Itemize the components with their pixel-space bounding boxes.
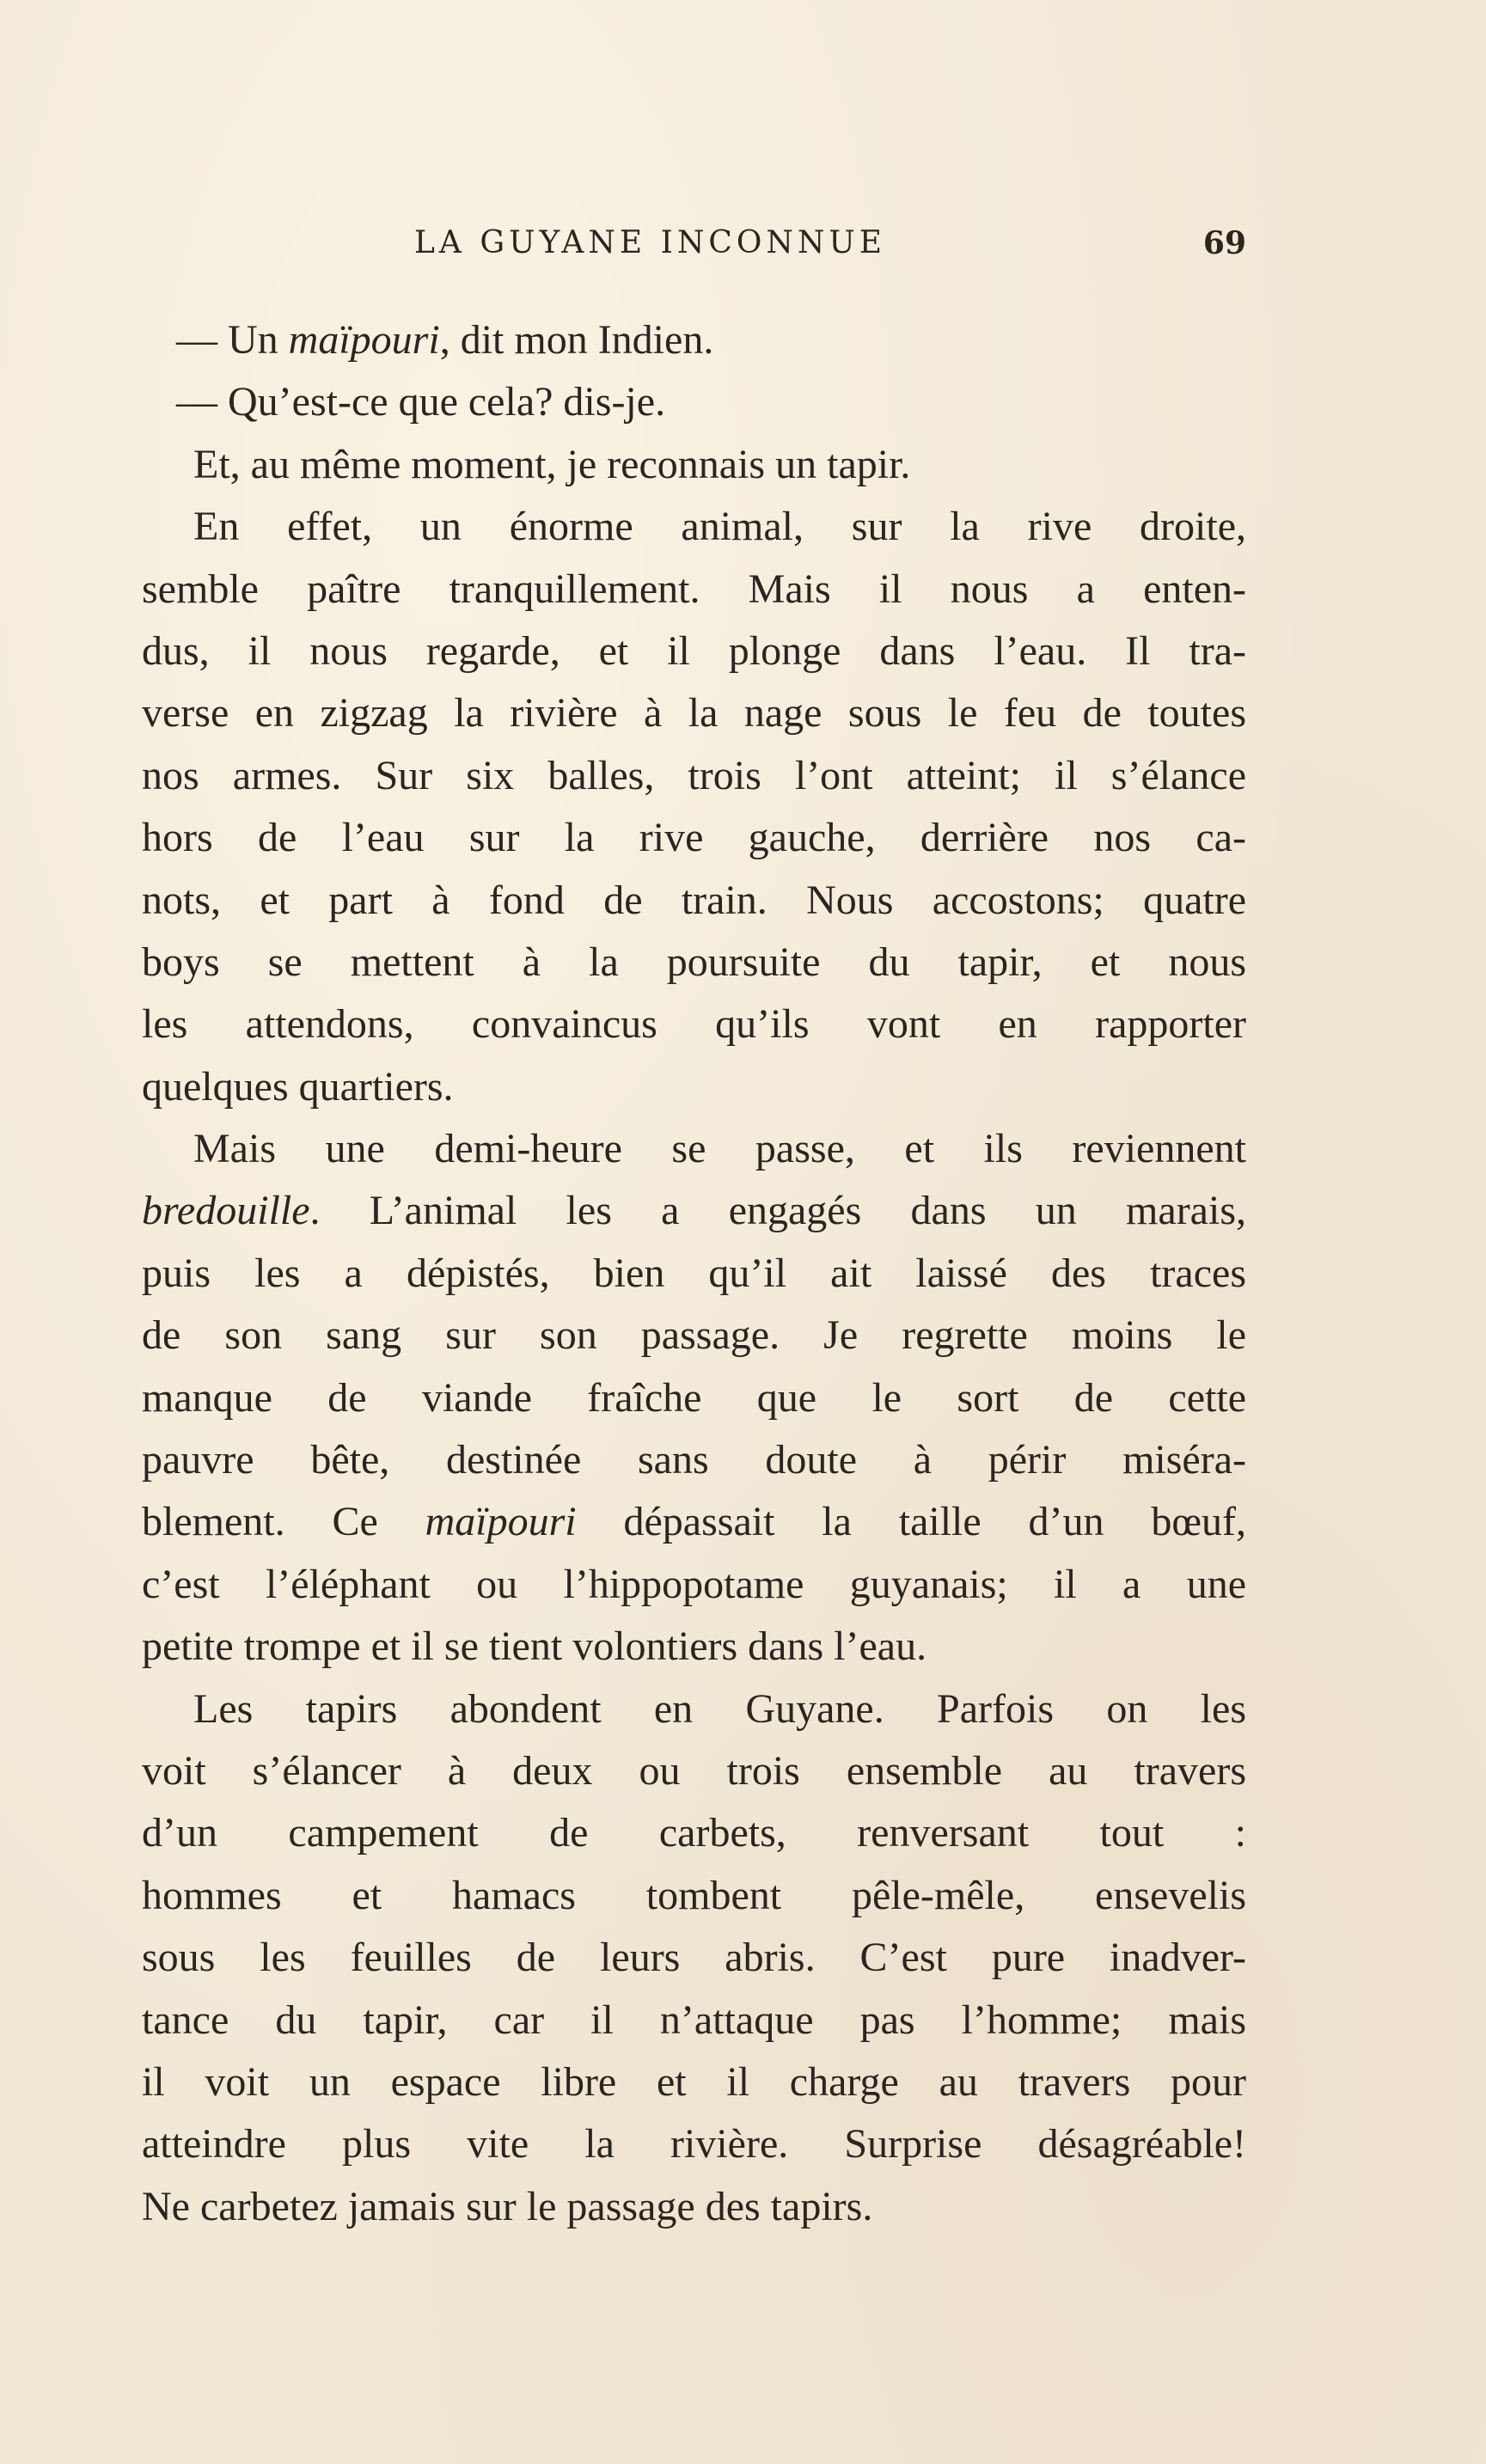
paragraph bbox=[142, 496, 1246, 1118]
text-line bbox=[142, 496, 1246, 558]
text-segment: quelques quartiers. bbox=[142, 1063, 454, 1110]
paragraph bbox=[142, 1118, 1246, 1678]
text-segment: — Un bbox=[176, 317, 289, 363]
text-segment: En effet, un énorme animal, sur la rive droite, bbox=[193, 504, 1246, 550]
text-line bbox=[142, 1243, 1246, 1305]
text-segment: manque de viande fraîche que le sort de cette bbox=[142, 1374, 1246, 1421]
text-segment: nots, et part à fond de train. Nous accostons; quatre bbox=[142, 877, 1246, 923]
text-line bbox=[142, 1554, 1246, 1616]
text-line bbox=[142, 1927, 1246, 1989]
text-line bbox=[142, 1118, 1246, 1180]
text-segment: atteindre plus vite la rivière. Surprise désagréable! bbox=[142, 2121, 1246, 2167]
text-segment: les attendons, convaincus qu’ils vont en rapporter bbox=[142, 1001, 1246, 1048]
paragraph bbox=[142, 309, 1246, 371]
text-segment: petite trompe et il se tient volontiers dans l’eau. bbox=[142, 1623, 927, 1670]
text-segment: blement. Ce bbox=[142, 1499, 425, 1545]
text-segment: c’est l’éléphant ou l’hippopotame guyanais; il a une bbox=[142, 1561, 1246, 1607]
text-line bbox=[142, 807, 1246, 869]
text-line bbox=[142, 1305, 1246, 1367]
text-segment: , dit mon Indien. bbox=[439, 317, 714, 363]
text-line bbox=[142, 2113, 1246, 2175]
text-line bbox=[142, 745, 1246, 807]
paragraph bbox=[142, 1678, 1246, 2239]
text-line bbox=[142, 1865, 1246, 1927]
text-line bbox=[142, 682, 1246, 744]
text-line bbox=[142, 309, 1246, 371]
text-segment: il voit un espace libre et il charge au travers pour bbox=[142, 2058, 1246, 2105]
paragraph bbox=[142, 434, 1246, 496]
text-line bbox=[142, 1180, 1246, 1242]
page-number: 69 bbox=[1202, 225, 1246, 261]
text-line bbox=[142, 1678, 1246, 1740]
text-line bbox=[142, 1491, 1246, 1553]
italic-text: maïpouri bbox=[425, 1499, 577, 1545]
text-segment: sous les feuilles de leurs abris. C’est pure inadver- bbox=[142, 1935, 1246, 1981]
text-line bbox=[142, 932, 1246, 994]
italic-text: maïpouri bbox=[288, 317, 440, 363]
text-line bbox=[142, 2176, 1246, 2238]
paragraph bbox=[142, 371, 1246, 433]
text-segment: — Qu’est-ce que cela? dis-je. bbox=[176, 379, 666, 425]
text-segment: . L’animal les a engagés dans un marais, bbox=[309, 1188, 1246, 1234]
text-line bbox=[142, 621, 1246, 682]
text-segment: puis les a dépistés, bien qu’il ait laissé des traces bbox=[142, 1250, 1246, 1296]
body-text bbox=[142, 309, 1246, 2238]
text-segment: hors de l’eau sur la rive gauche, derrière nos ca- bbox=[142, 815, 1246, 861]
text-segment: tance du tapir, car il n’attaque pas l’homme; mais bbox=[142, 1996, 1246, 2043]
text-segment: verse en zigzag la rivière à la nage sous le feu de toutes bbox=[142, 690, 1246, 737]
text-segment: semble paître tranquillement. Mais il nous a enten- bbox=[142, 566, 1246, 612]
text-segment: Ne carbetez jamais sur le passage des tapirs. bbox=[142, 2183, 873, 2229]
text-line bbox=[142, 1056, 1246, 1118]
text-line bbox=[142, 1616, 1246, 1678]
text-line bbox=[142, 1429, 1246, 1491]
text-segment: Et, au même moment, je reconnais un tapir. bbox=[193, 441, 911, 487]
text-segment: voit s’élancer à deux ou trois ensemble au travers bbox=[142, 1747, 1246, 1794]
text-line bbox=[142, 434, 1246, 496]
text-segment: dus, il nous regarde, et il plonge dans l’eau. Il tra- bbox=[142, 627, 1246, 674]
text-segment: nos armes. Sur six balles, trois l’ont atteint; il s’élance bbox=[142, 752, 1246, 798]
text-segment: hommes et hamacs tombent pêle-mêle, ensevelis bbox=[142, 1872, 1246, 1918]
text-line bbox=[142, 870, 1246, 932]
text-segment: dépassait la taille d’un bœuf, bbox=[576, 1499, 1247, 1545]
italic-text: bredouille bbox=[142, 1188, 310, 1234]
text-line bbox=[142, 994, 1246, 1055]
text-line bbox=[142, 1740, 1246, 1802]
text-line bbox=[142, 1990, 1246, 2051]
text-line bbox=[142, 1367, 1246, 1429]
text-line bbox=[142, 1802, 1246, 1864]
text-line bbox=[142, 559, 1246, 621]
text-line bbox=[142, 2051, 1246, 2113]
text-segment: pauvre bête, destinée sans doute à périr miséra- bbox=[142, 1437, 1246, 1483]
text-segment: d’un campement de carbets, renversant tout : bbox=[142, 1810, 1246, 1856]
running-title: LA GUYANE INCONNUE bbox=[414, 225, 887, 260]
text-segment: boys se mettent à la poursuite du tapir, et nous bbox=[142, 939, 1246, 985]
page-header bbox=[129, 225, 1246, 268]
text-line bbox=[142, 371, 1246, 433]
text-segment: Les tapirs abondent en Guyane. Parfois on les bbox=[193, 1685, 1246, 1732]
text-segment: Mais une demi-heure se passe, et ils reviennent bbox=[193, 1126, 1246, 1172]
text-segment: de son sang sur son passage. Je regrette moins le bbox=[142, 1312, 1246, 1359]
